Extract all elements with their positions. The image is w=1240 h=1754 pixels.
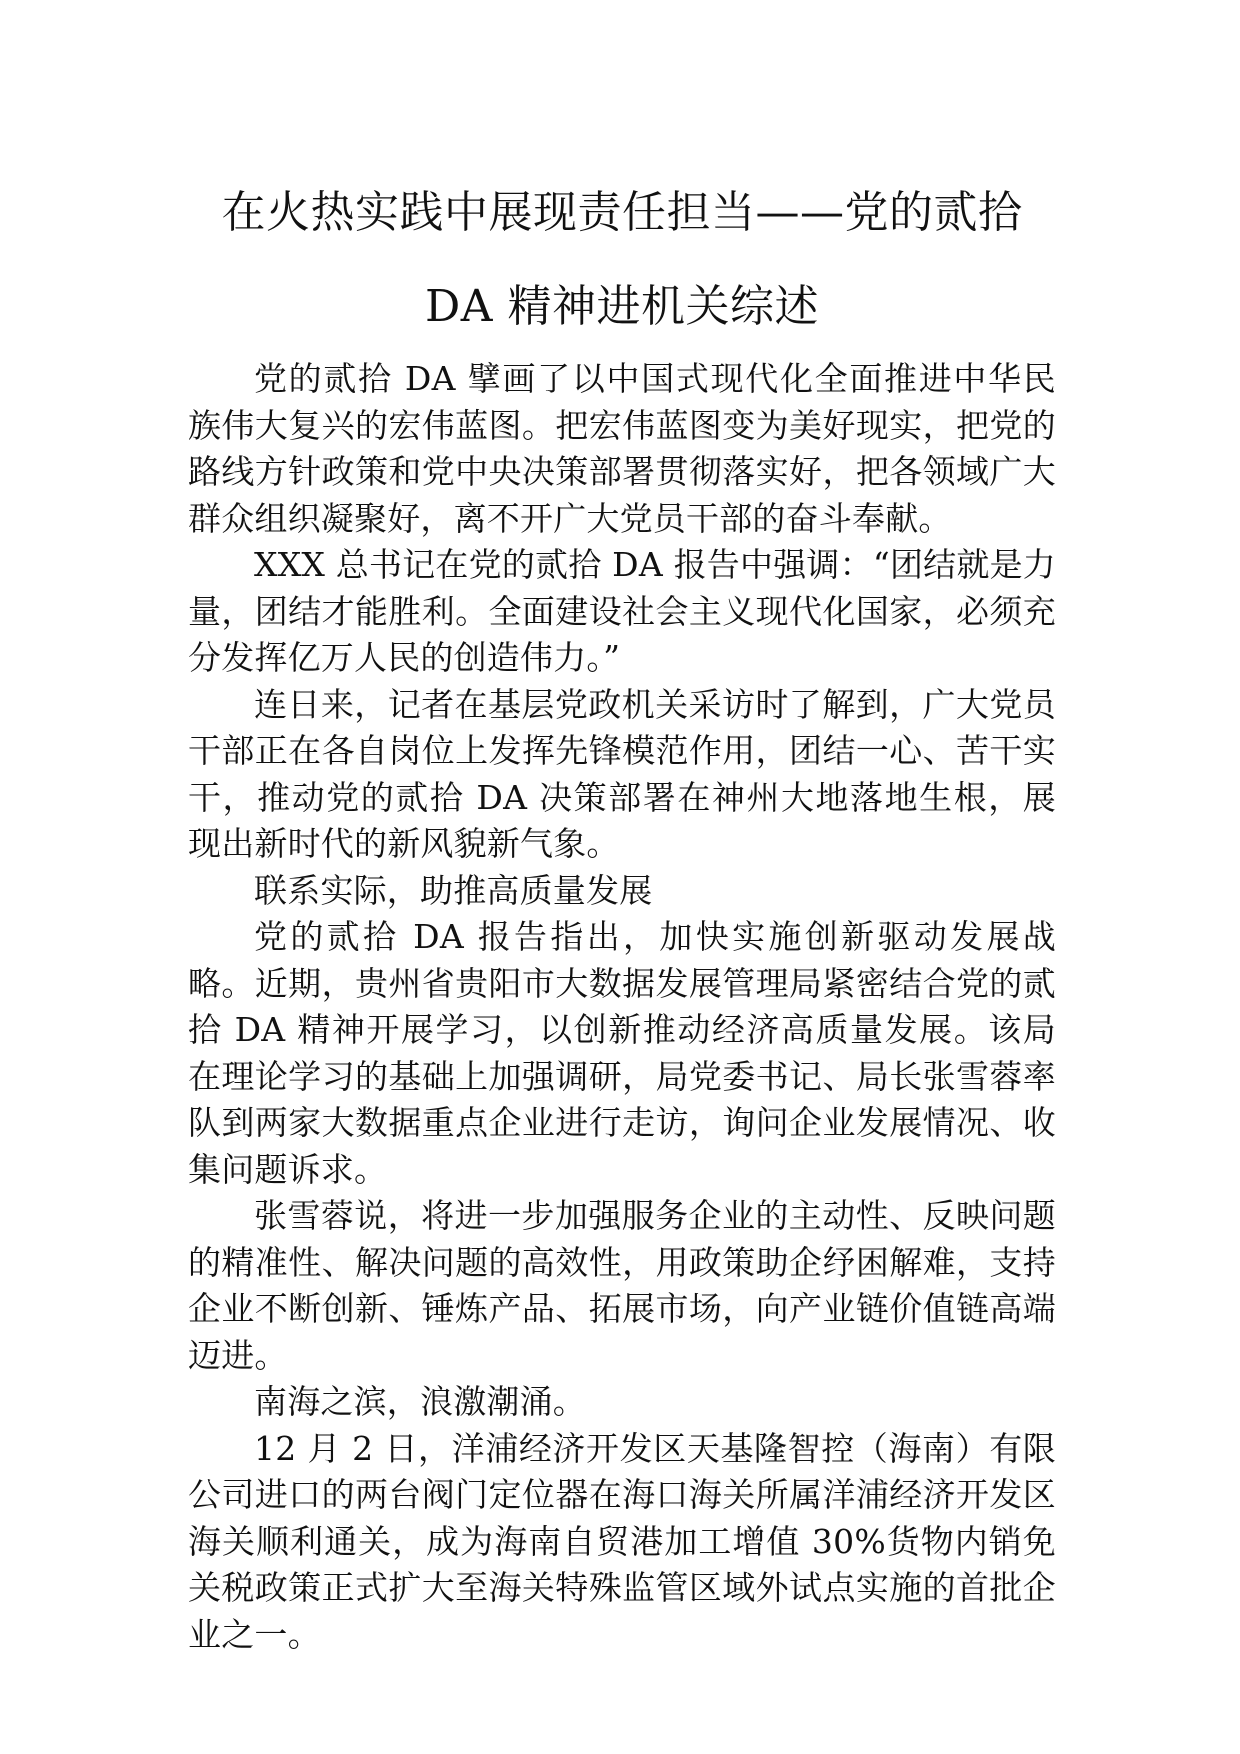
paragraph-south-sea: 南海之滨，浪激潮涌。 (254, 1382, 586, 1421)
paragraph-zhang-xuerong: 张雪蓉说，将进一步加强服务企业的主动性、反映问题的精准性、解决问题的高效性，用政策助企纾困解难，支持企业不断创新、锤炼产品、拓展市场，向产业链价值链高端迈进。 (188, 1196, 1056, 1375)
paragraph-intro: 党的贰拾 DA 擘画了以中国式现代化全面推进中华民族伟大复兴的宏伟蓝图。把宏伟蓝图变为美好现实，把党的路线方针政策和党中央决策部署贯彻落实好，把各领域广大群众组织凝聚好，离不开广大党员干部的奋斗奉献。 (188, 359, 1056, 538)
paragraph-yangpu: 12 月 2 日，洋浦经济开发区天基隆智控（海南）有限公司进口的两台阀门定位器在海口海关所属洋浦经济开发区海关顺利通关，成为海南自贸港加工增值 30%货物内销免关税政策正式扩大至海关特殊监管区域外试点实施的首批企业之一。 (188, 1428, 1056, 1654)
article-body (188, 356, 1056, 1658)
paragraph-reporting: 连日来，记者在基层党政机关采访时了解到，广大党员干部正在各自岗位上发挥先锋模范作用，团结一心、苦干实干，推动党的贰拾 DA 决策部署在神州大地落地生根，展现出新时代的新风貌新气象。 (188, 684, 1056, 863)
title-line-2: DA 精神进机关综述 (424, 281, 820, 332)
section-heading: 联系实际，助推高质量发展 (254, 870, 653, 910)
paragraph-guiyang: 党的贰拾 DA 报告指出，加快实施创新驱动发展战略。近期，贵州省贵阳市大数据发展管理局紧密结合党的贰拾 DA 精神开展学习，以创新推动经济高质量发展。该局在理论学习的基础上加强调研，局党委书记、局长张雪蓉率队到两家大数据重点企业进行走访，询问企业发展情况、收集问题诉求。 (188, 917, 1056, 1189)
title-line-1: 在火热实践中展现责任担当——党的贰拾 (221, 187, 1023, 238)
paragraph-quote: XXX 总书记在党的贰拾 DA 报告中强调：“团结就是力量，团结才能胜利。全面建设社会主义现代化国家，必须充分发挥亿万人民的创造伟力。” (188, 545, 1056, 677)
document-title (188, 166, 1056, 354)
document-content (188, 166, 1056, 1658)
